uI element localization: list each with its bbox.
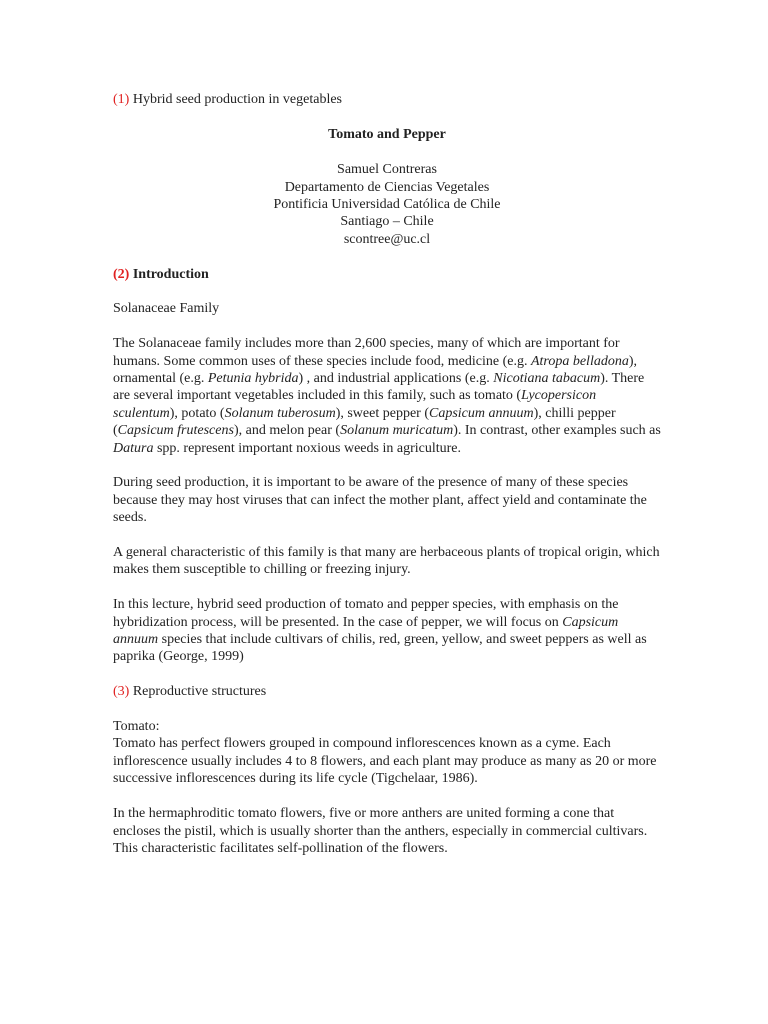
- author-block: [113, 161, 661, 248]
- paragraph-tomato-flowers: Tomato has perfect flowers grouped in compound inflorescences known as a cyme. Each inflorescence usually includes 4 to 8 flowers, and each plant may produce as many as 20 or more successive inflorescences during its life cycle (Tigchelaar, 1986).: [113, 736, 657, 787]
- document-title: Tomato and Pepper: [328, 127, 446, 143]
- species-name: Solanum tuberosum: [224, 405, 336, 421]
- species-name: Solanum muricatum: [340, 423, 454, 439]
- author-department: Departamento de Ciencias Vegetales: [284, 179, 490, 195]
- tomato-label: Tomato:: [113, 719, 160, 735]
- section-number: (3): [113, 684, 130, 700]
- paragraph-characteristics: A general characteristic of this family is that many are herbaceous plants of tropical origin, which makes them susceptible to chilling or freezing injury.: [113, 545, 660, 578]
- text-run: ), ornamental (e.g.: [113, 353, 638, 387]
- section-number: (2): [113, 266, 130, 282]
- text-run: ), sweet pepper (: [335, 405, 429, 421]
- author-university: Pontificia Universidad Católica de Chile: [273, 197, 501, 213]
- section-number: (1): [113, 92, 130, 107]
- species-name: Petunia hybrida: [207, 371, 299, 387]
- species-name: Nicotiana tabacum: [493, 371, 601, 387]
- section-title: Introduction: [132, 266, 209, 282]
- text-run: ). In contrast, other examples such as: [453, 423, 661, 439]
- section-heading-introduction: [113, 266, 661, 283]
- species-name: Capsicum annuum: [113, 614, 619, 648]
- author-name: Samuel Contreras: [337, 162, 437, 178]
- text-run: species that include cultivars of chilis, red, green, yellow, and sweet peppers as well as paprika (George, 1999): [113, 632, 647, 665]
- section-heading-reproductive: [113, 683, 661, 700]
- author-city: Santiago – Chile: [340, 214, 434, 230]
- text-run: In this lecture, hybrid seed production of tomato and pepper species, with emphasis on the hybridization process, will be presented. In the case of pepper, we will focus on: [113, 597, 619, 630]
- header-line: [113, 91, 661, 108]
- species-name: Capsicum frutescens: [117, 423, 234, 439]
- text-run: ) , and industrial applications (e.g.: [298, 371, 494, 387]
- text-run: ), chilli pepper (: [113, 405, 616, 439]
- document-content: [113, 91, 661, 857]
- species-name: Datura: [113, 440, 154, 456]
- paragraph-solanaceae-intro: [113, 335, 661, 457]
- author-email: scontree@uc.cl: [343, 231, 431, 247]
- section-title: Reproductive structures: [132, 684, 267, 700]
- species-name: Atropa belladona: [530, 353, 629, 369]
- header-text: Hybrid seed production in vegetables: [132, 92, 342, 107]
- text-run: spp. represent important noxious weeds in agriculture.: [153, 440, 461, 456]
- text-run: ). There are several important vegetables included in this family, such as tomato (: [113, 371, 645, 404]
- text-run: ), potato (: [169, 405, 225, 421]
- species-name: Lycopersicon sculentum: [113, 388, 597, 421]
- paragraph-lecture-scope: [113, 596, 661, 666]
- text-run: ), and melon pear (: [233, 423, 341, 439]
- paragraph-hermaphroditic: In the hermaphroditic tomato flowers, five or more anthers are united forming a cone that encloses the pistil, which is usually shorter than the anthers, especially in commercial cultivars. This characteristic facilitates self-pollination of the flowers.: [113, 806, 648, 856]
- subheading-solanaceae: Solanaceae Family: [113, 301, 220, 317]
- text-run: The Solanaceae family includes more than 2,600 species, many of which are important for humans. Some common uses of these species include food, medicine (e.g.: [113, 336, 620, 369]
- species-name: Capsicum annuum: [428, 405, 534, 421]
- paragraph-seed-production: During seed production, it is important to be aware of the presence of many of these species because they may host viruses that can infect the mother plant, affect yield and contaminate the seeds.: [113, 475, 647, 526]
